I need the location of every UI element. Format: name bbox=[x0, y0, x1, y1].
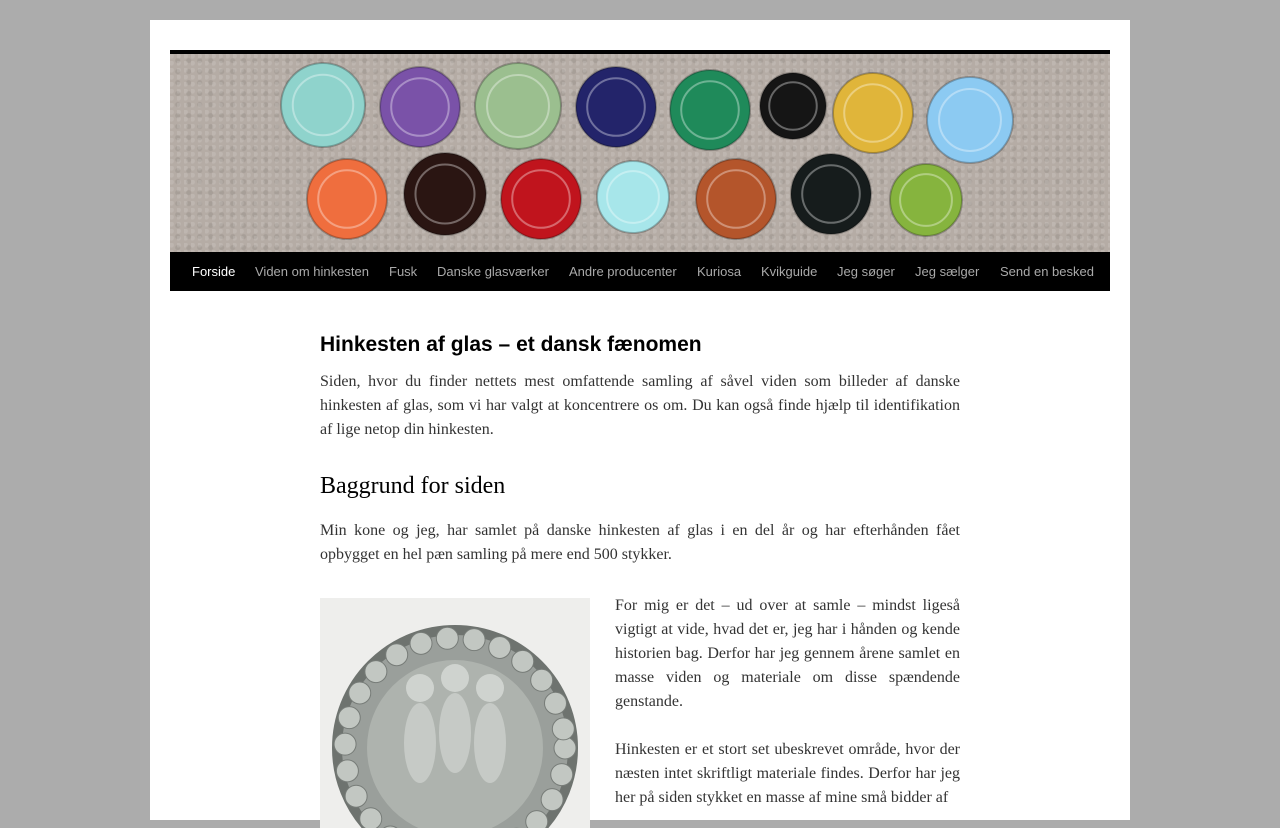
photo-figure-head bbox=[406, 674, 434, 702]
photo-stone-bead bbox=[349, 682, 371, 704]
banner-stones bbox=[170, 54, 1110, 252]
photo-figure-body bbox=[439, 693, 471, 773]
photo-stone-bead bbox=[386, 644, 408, 666]
nav-item-jeg-soeger[interactable]: Jeg søger bbox=[837, 264, 895, 279]
nav-item-forside[interactable]: Forside bbox=[192, 264, 236, 279]
photo-stone-bead bbox=[436, 627, 458, 649]
photo-stone-bead bbox=[544, 692, 566, 714]
photo-figure-body bbox=[474, 703, 506, 783]
photo-stone-bead bbox=[531, 669, 553, 691]
section-heading: Baggrund for siden bbox=[320, 473, 506, 499]
photo-stone-bead bbox=[336, 760, 358, 782]
nav-item-kvikguide[interactable]: Kvikguide bbox=[761, 264, 818, 279]
nav-item-kuriosa[interactable]: Kuriosa bbox=[697, 264, 742, 279]
photo-stone-bead bbox=[554, 737, 576, 759]
nav-item-danske-glasvaerker[interactable]: Danske glasværker bbox=[437, 264, 549, 279]
photo-stone-bead bbox=[526, 811, 548, 828]
photo-stone-bead bbox=[334, 733, 356, 755]
photo-stone-bead bbox=[360, 808, 382, 828]
side-text-column bbox=[615, 594, 960, 810]
photo-figure-body bbox=[404, 703, 436, 783]
nav-item-jeg-saelger[interactable]: Jeg sælger bbox=[915, 264, 980, 279]
photo-stone-bead bbox=[551, 764, 573, 786]
undescribed-paragraph: Hinkesten er et stort set ubeskrevet område, hvor der næsten intet skriftligt materiale findes. Derfor har jeg her på siden stykket en masse af mine små bidder af bbox=[615, 741, 960, 806]
photo-stone-bead bbox=[512, 650, 534, 672]
collecting-paragraph: For mig er det – ud over at samle – mindst ligeså vigtigt at vide, hvad det er, jeg har i hånden og kende historien bag. Derfor har jeg gennem årene samlet en masse viden og materiale om disse spændende genstande. bbox=[615, 597, 960, 710]
nav-item-send-en-besked[interactable]: Send en besked bbox=[1000, 264, 1094, 279]
nav-item-viden-om-hinkesten[interactable]: Viden om hinkesten bbox=[255, 264, 369, 279]
page-title: Hinkesten af glas – et dansk fænomen bbox=[320, 333, 702, 356]
photo-stone bbox=[320, 598, 590, 828]
photo-stone-bead bbox=[489, 637, 511, 659]
photo-stone-bead bbox=[410, 632, 432, 654]
photo-stone-bead bbox=[345, 785, 367, 807]
photo-figure-head bbox=[476, 674, 504, 702]
nav-item-andre-producenter[interactable]: Andre producenter bbox=[569, 264, 677, 279]
photo-stone-bead bbox=[338, 707, 360, 729]
main-navigation bbox=[170, 252, 1110, 291]
photo-stone-bead bbox=[463, 629, 485, 651]
header-banner-image bbox=[170, 54, 1110, 252]
photo-stone-bead bbox=[552, 718, 574, 740]
background-paragraph: Min kone og jeg, har samlet på danske hinkesten af glas i en del år og har efterhånden fået opbygget en hel pæn samling på mere end 500 stykker. bbox=[320, 522, 960, 563]
intro-paragraph: Siden, hvor du finder nettets mest omfattende samling af såvel viden som billeder af danske hinkesten af glas, som vi har valgt at koncentrere os om. Du kan også finde hjælp til identifikation af lige netop din hinkesten. bbox=[320, 373, 960, 438]
photo-figure-head bbox=[441, 664, 469, 692]
photo-stone-bead bbox=[365, 661, 387, 683]
hinkesten-photo bbox=[320, 598, 590, 828]
nav-item-fusk[interactable]: Fusk bbox=[389, 264, 418, 279]
article-content bbox=[320, 328, 960, 567]
page-container bbox=[150, 20, 1130, 820]
